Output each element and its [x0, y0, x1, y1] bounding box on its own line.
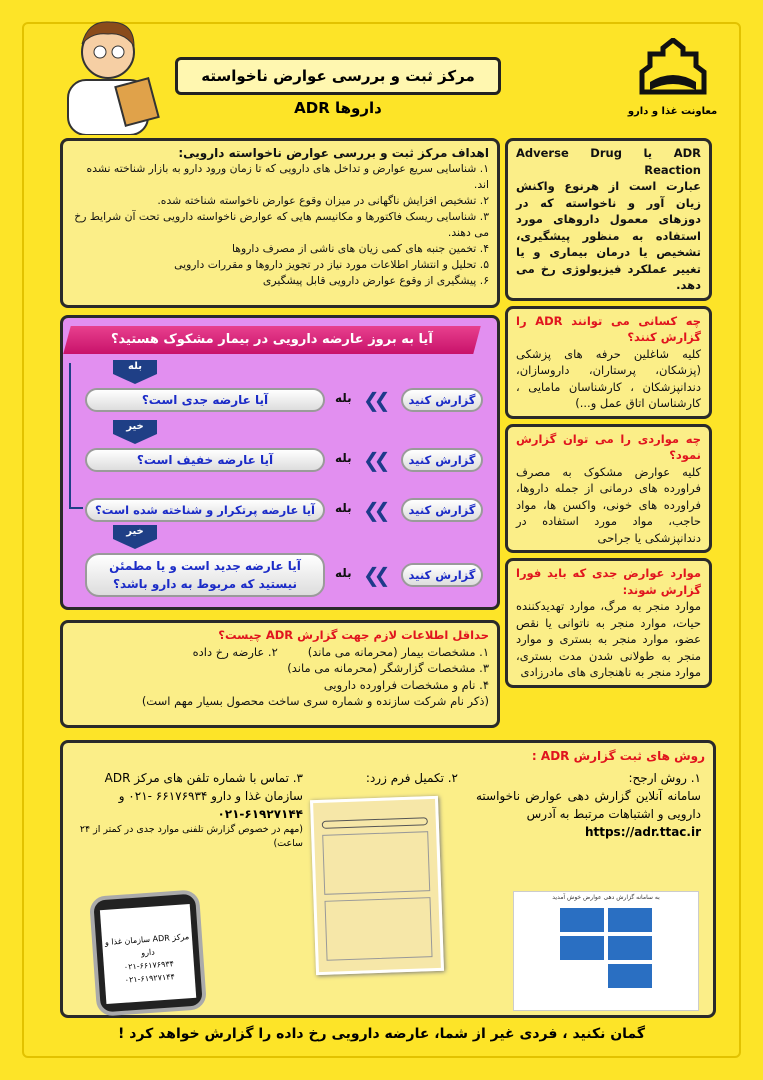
yes-label: بله — [335, 501, 352, 515]
connector-arrow — [69, 507, 83, 509]
yes-label: بله — [335, 391, 352, 405]
question-new: آیا عارضه جدید است و یا مطمئن نیستید که مربوط به دارو باشد؟ — [85, 553, 325, 597]
double-chevron-icon: ❯❯ — [363, 498, 385, 522]
goals-box — [60, 138, 500, 308]
report-button[interactable]: گزارش کنید — [401, 563, 483, 587]
goal-item: ۵. تحلیل و انتشار اطلاعات مورد نیاز در تجویز داروها و مقررات دارویی — [174, 258, 489, 271]
mininfo-row: ۱. مشخصات بیمار (محرمانه می ماند)۲. عارضه رخ داده — [192, 644, 489, 659]
report-button[interactable]: گزارش کنید — [401, 388, 483, 412]
what-title: چه مواردی را می توان گزارش نمود؟ — [516, 431, 701, 462]
decision-flowchart — [60, 315, 500, 610]
goal-item: ۴. تخمین جنبه های کمی زیان های ناشی از مصرف داروها — [232, 242, 489, 255]
methods-title: روش های ثبت گزارش ADR : — [531, 749, 705, 763]
reporting-methods-box — [60, 740, 716, 1018]
serious-text: موارد منجر به مرگ، موارد تهدیدکننده حیات، موارد منجر به ناتوانی یا نقص عضو، موارد منجر به بستری و موارد منجر به طولانی شدن مدت بستری، موارد منجر به ناهنجاری های مادرزادی — [516, 599, 701, 679]
who-title: چه کسانی می توانند ADR را گزارش کنند؟ — [516, 313, 701, 344]
method-phone: ۳. تماس با شماره تلفن های مرکز ADR سازمان غذا و دارو ۶۶۱۷۶۹۳۴ -۰۲۱ و ۰۲۱-۶۱۹۲۷۱۴۴ (مهم در خصوص گزارش تلفنی موارد جدی در کمتر از ۲۴ ساعت) — [67, 769, 303, 851]
flowchart-heading: آیا به بروز عارضه دارویی در بیمار مشکوک هستید؟ — [63, 326, 481, 354]
double-chevron-icon: ❯❯ — [363, 448, 385, 472]
online-portal-screenshot: به سامانه گزارش دهی عوارض خوش آمدید — [513, 891, 699, 1011]
organization-logo: معاونت غذا و دارو — [625, 38, 720, 128]
yes-label: بله — [335, 451, 352, 465]
adr-website-link[interactable]: https://adr.ttac.ir — [584, 825, 701, 839]
method-online: ۱. روش ارجح: سامانه آنلاین گزارش دهی عوارض ناخواسته دارویی و اشتباهات مرتبط به آدرس https://adr.ttac.ir — [476, 771, 701, 839]
goals-title: اهداف مرکز ثبت و بررسی عوارض ناخواسته دارویی: — [178, 146, 489, 160]
phone-illustration: مرکز ADR سازمان غذا و دارو ۰۲۱-۶۶۱۷۶۹۳۴ ۰۲۱-۶۱۹۲۷۱۴۴ — [89, 889, 207, 1016]
what-text: کلیه عوارض مشکوک به مصرف فراورده های درمانی از جمله داروها، فراورده های خونی، واکسن ها، مواد حاجب، مواد مورد استفاده در دندانپزشکی یا جراحی — [516, 464, 701, 545]
goal-item: ۱. شناسایی سریع عوارض و تداخل های دارویی که تا زمان ورود دارو به بازار شناخته نشده اند. — [86, 162, 489, 191]
yes-label: بله — [335, 566, 352, 580]
double-chevron-icon: ❯❯ — [363, 563, 385, 587]
definition-text: عبارت است از هرنوع واکنش زیان آور و ناخواسته که در دوزهای معمول داروهای مورد استفاده به منظور پیشگیری، تشخیص یا درمان بیماری و یا تغییر عملکرد فیزیولوژی رخ می دهد. — [516, 179, 701, 292]
method-yellow-form-title: ۲. تکمیل فرم زرد: — [365, 771, 458, 785]
minimum-info-box — [60, 620, 500, 728]
mininfo-title: حداقل اطلاعات لازم جهت گزارش ADR چیست؟ — [218, 628, 489, 642]
connector-line — [69, 363, 71, 508]
report-button[interactable]: گزارش کنید — [401, 498, 483, 522]
phone-note: (مهم در خصوص گزارش تلفنی موارد جدی در کمتر از ۲۴ ساعت) — [79, 824, 303, 849]
definition-title: ADR یا Adverse Drug Reaction — [516, 146, 701, 177]
question-serious: آیا عارضه جدی است؟ — [85, 388, 325, 412]
what-to-report-box — [505, 424, 712, 554]
goal-item: ۳. شناسایی ریسک فاکتورها و مکانیسم هایی که عوارض ناخواسته دارویی تحت آن شرایط رخ می دهند. — [74, 210, 489, 239]
serious-cases-box — [505, 558, 712, 688]
logo-emblem-icon — [638, 38, 708, 100]
goal-item: ۲. تشخیص افزایش ناگهانی در میزان وقوع عوارض ناخواسته شناخته شده. — [157, 194, 489, 207]
mininfo-item: (ذکر نام شرکت سازنده و شماره سری ساخت محصول بسیار مهم است) — [141, 694, 489, 708]
mininfo-item: ۳. مشخصات گزارشگر (محرمانه می ماند) — [287, 661, 489, 675]
right-column — [505, 138, 712, 735]
report-button[interactable]: گزارش کنید — [401, 448, 483, 472]
who-text: کلیه شاغلین حرفه های پزشکی (پزشکان، پرستاران، داروسازان، دندانپزشکان ، کارشناسان مامایی ، کارشناسان اتاق عمل و...) — [516, 346, 701, 410]
question-mild: آیا عارضه خفیف است؟ — [85, 448, 325, 472]
doctor-illustration — [58, 10, 168, 135]
goal-item: ۶. پیشگیری از وقوع عوارض دارویی قابل پیشگیری — [262, 274, 489, 287]
double-chevron-icon: ❯❯ — [363, 388, 385, 412]
footer-message: گمان نکنید ، فردی غیر از شما، عارضه دارویی رخ داده را گزارش خواهد کرد ! — [118, 1026, 645, 1042]
question-frequent: آیا عارضه پرتکرار و شناخته شده است؟ — [85, 498, 325, 522]
who-can-report-box — [505, 306, 712, 419]
yes-arrow: بله — [113, 360, 157, 384]
no-arrow: خیر — [113, 420, 157, 444]
serious-title: موارد عوارض جدی که باید فورا گزارش شوند: — [516, 566, 701, 597]
definition-box — [505, 138, 712, 301]
no-arrow: خیر — [113, 525, 157, 549]
mininfo-item: ۴. نام و مشخصات فراورده دارویی — [323, 677, 489, 692]
page-title: مرکز ثبت و بررسی عوارض ناخواسته داروها ADR — [175, 57, 501, 95]
yellow-form-image — [310, 796, 444, 975]
